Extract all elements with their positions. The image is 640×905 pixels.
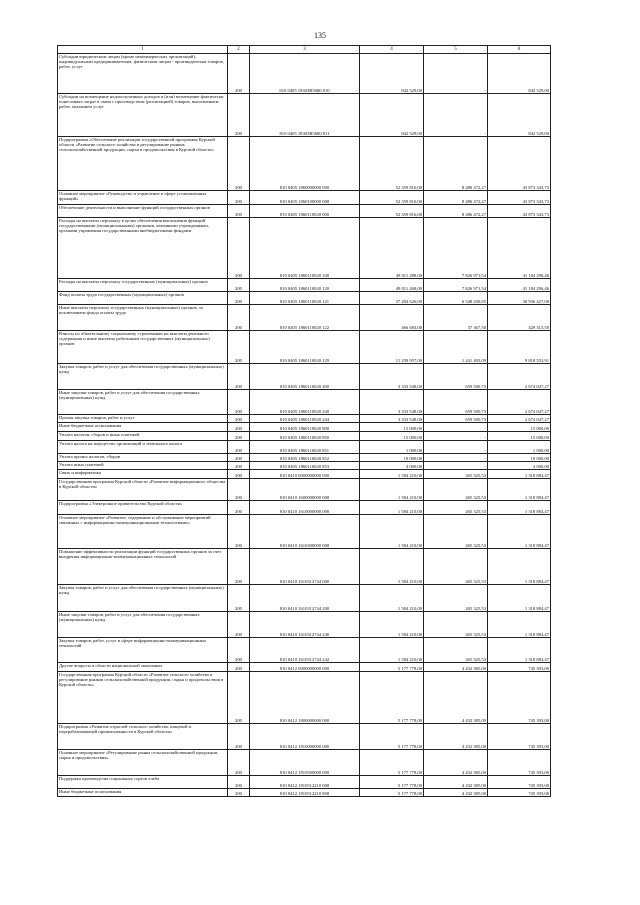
row-budget-code: 810 0405 1860110020 851 xyxy=(250,441,360,454)
row-name: Иные закупки товаров, работ и услуг для обеспечения государственных (муниципальных) нужд xyxy=(58,612,228,638)
row-code: 200 xyxy=(228,415,250,423)
row-unexecuted-amount: 41 184 296,46 xyxy=(488,279,551,292)
row-unexecuted-amount: 4 000,00 xyxy=(488,462,551,470)
table-row xyxy=(58,441,551,454)
row-executed-amount: 265 325,53 xyxy=(424,612,488,638)
row-code: 200 xyxy=(228,515,250,549)
row-approved-amount: 52 359 816,00 xyxy=(360,205,424,218)
row-executed-amount: 4 432 385,00 xyxy=(424,672,488,724)
row-code: 200 xyxy=(228,423,250,432)
row-executed-amount: 37 367,50 xyxy=(424,305,488,331)
row-code: 200 xyxy=(228,441,250,454)
row-executed-amount: 6 348 200,85 xyxy=(424,292,488,305)
table-row xyxy=(58,612,551,638)
row-unexecuted-amount: 2 674 047,27 xyxy=(488,364,551,390)
row-approved-amount: 52 359 816,00 xyxy=(360,137,424,191)
row-code: 200 xyxy=(228,672,250,724)
row-budget-code: 810 0412 1810500000 000 xyxy=(250,750,360,776)
row-code: 200 xyxy=(228,479,250,501)
row-name: Уплата прочих налогов, сборов xyxy=(58,454,228,462)
row-code: 200 xyxy=(228,191,250,205)
row-budget-code: 810 0412 1810000000 000 xyxy=(250,724,360,750)
table-row xyxy=(58,54,551,94)
table-header-row xyxy=(58,46,551,54)
row-name: Связь и информатика xyxy=(58,470,228,479)
row-name: Подпрограмма «Развитие отраслей сельского хозяйства, пищевой и перерабатывающей промышленности в Курской области» xyxy=(58,724,228,750)
row-unexecuted-amount: 1 318 884,47 xyxy=(488,515,551,549)
row-approved-amount: 15 000,00 xyxy=(360,423,424,432)
row-unexecuted-amount: 745 393,00 xyxy=(488,750,551,776)
row-unexecuted-amount: 15 000,00 xyxy=(488,432,551,441)
table-row xyxy=(58,672,551,724)
row-budget-code: 810 0405 1860110020 200 xyxy=(250,364,360,390)
row-budget-code: 810 0405 1860110020 129 xyxy=(250,331,360,364)
table-row xyxy=(58,218,551,279)
row-unexecuted-amount: 745 393,00 xyxy=(488,776,551,789)
row-budget-code: 810 0405 1860110020 853 xyxy=(250,462,360,470)
row-name: Уплата налога на имущество организаций и земельного налога xyxy=(58,441,228,454)
row-budget-code: 810 0405 1860000000 000 xyxy=(250,137,360,191)
table-row xyxy=(58,279,551,292)
row-name: Субсидии на возмещение недополученных доходов и (или) возмещение фактически понесенных затрат в связи с производством (реализацией) товаров, выполнением работ, оказанием услуг xyxy=(58,94,228,137)
row-name: Иные выплаты персоналу государственных (муниципальных) органов, за исключением фонда оплаты труда xyxy=(58,305,228,331)
row-code: 200 xyxy=(228,279,250,292)
row-budget-code: 810 0412 0000000000 000 xyxy=(250,663,360,672)
row-executed-amount: 265 325,53 xyxy=(424,585,488,612)
row-unexecuted-amount: 842 529,00 xyxy=(488,54,551,94)
row-unexecuted-amount: 43 873 343,73 xyxy=(488,191,551,205)
row-budget-code: 810 0405 1860110020 100 xyxy=(250,218,360,279)
row-code: 200 xyxy=(228,724,250,750)
row-approved-amount: 11 259 957,00 xyxy=(360,331,424,364)
page-number: 135 xyxy=(314,31,326,40)
table-body xyxy=(58,54,551,797)
row-budget-code: 810 0410 1610312744 242 xyxy=(250,638,360,663)
row-approved-amount: 49 011 268,00 xyxy=(360,279,424,292)
row-unexecuted-amount: 1 318 884,47 xyxy=(488,470,551,479)
column-header: 2 xyxy=(228,46,250,54)
row-name: Основное мероприятие «Развитие, содержание и обслуживание мероприятий связанных с информационно-коммуникационными технологиями» xyxy=(58,515,228,549)
column-header: 3 xyxy=(250,46,360,54)
row-executed-amount: 8 486 472,27 xyxy=(424,137,488,191)
row-executed-amount: 265 325,53 xyxy=(424,638,488,663)
row-name: Закупка товаров, работ и услуг для обеспечения государственных (муниципальных) нужд xyxy=(58,364,228,390)
row-code: 200 xyxy=(228,305,250,331)
row-unexecuted-amount: 9 818 553,91 xyxy=(488,331,551,364)
row-approved-amount: 49 011 288,00 xyxy=(360,218,424,279)
table-row xyxy=(58,515,551,549)
row-approved-amount: 5 177 778,00 xyxy=(360,776,424,789)
table-row xyxy=(58,549,551,585)
row-budget-code: 810 0410 1600000000 000 xyxy=(250,479,360,501)
row-name: Расходы на выплаты персоналу в целях обеспечения выполнения функций государственными (муниципальными) органами, казенными учреждениями, органами управления государственными внебюджетными фондами xyxy=(58,218,228,279)
row-approved-amount: 3 333 548,00 xyxy=(360,415,424,423)
row-code: 200 xyxy=(228,549,250,585)
row-name: Иные бюджетные ассигнования xyxy=(58,423,228,432)
row-executed-amount: 659 500,73 xyxy=(424,415,488,423)
row-approved-amount: 5 177 778,00 xyxy=(360,750,424,776)
row-code: 200 xyxy=(228,292,250,305)
row-executed-amount: 8 486 472,27 xyxy=(424,205,488,218)
row-approved-amount: 3 333 548,00 xyxy=(360,390,424,415)
row-executed-amount: - xyxy=(424,54,488,94)
table-row xyxy=(58,331,551,364)
row-approved-amount: 3 333 548,00 xyxy=(360,364,424,390)
row-code: 200 xyxy=(228,54,250,94)
row-budget-code: 810 0405 1860110020 852 xyxy=(250,454,360,462)
row-unexecuted-amount: 15 000,00 xyxy=(488,423,551,432)
table-row xyxy=(58,423,551,432)
row-budget-code: 810 0405 18303R5680 810 xyxy=(250,54,360,94)
table-row xyxy=(58,415,551,423)
row-code: 200 xyxy=(228,454,250,462)
row-unexecuted-amount: 43 873 343,73 xyxy=(488,205,551,218)
row-budget-code: 810 0405 1860110020 800 xyxy=(250,423,360,432)
row-approved-amount: 1 000,00 xyxy=(360,441,424,454)
row-name: Прочая закупка товаров, работ и услуг xyxy=(58,415,228,423)
row-executed-amount: - xyxy=(424,94,488,137)
row-code: 200 xyxy=(228,750,250,776)
row-unexecuted-amount: 1 000,00 xyxy=(488,441,551,454)
row-budget-code: 810 0410 1610312744 000 xyxy=(250,549,360,585)
row-budget-code: 810 0405 1860110020 120 xyxy=(250,279,360,292)
row-executed-amount: 659 500,73 xyxy=(424,390,488,415)
row-name: Обеспечение деятельности и выполнение функций государственных органов xyxy=(58,205,228,218)
row-budget-code: 810 0405 1860110020 122 xyxy=(250,305,360,331)
row-unexecuted-amount: 1 318 884,47 xyxy=(488,501,551,515)
table-row xyxy=(58,205,551,218)
row-name: Субсидии юридическим лицам (кроме некоммерческих организаций), индивидуальным предпринимателям, физическим лицам - производителям товаров, работ, услуг xyxy=(58,54,228,94)
row-executed-amount: 659 500,73 xyxy=(424,364,488,390)
row-code: 200 xyxy=(228,638,250,663)
row-budget-code: 810 0410 1610000000 000 xyxy=(250,501,360,515)
row-code: 200 xyxy=(228,218,250,279)
row-executed-amount: 265 325,53 xyxy=(424,515,488,549)
row-unexecuted-amount: 1 318 884,47 xyxy=(488,585,551,612)
row-unexecuted-amount: 2 674 047,27 xyxy=(488,415,551,423)
budget-table xyxy=(57,45,551,797)
row-code: 200 xyxy=(228,462,250,470)
row-name: Иные бюджетные ассигнования xyxy=(58,789,228,797)
row-code: 200 xyxy=(228,663,250,672)
table-row xyxy=(58,724,551,750)
table-row xyxy=(58,390,551,415)
row-executed-amount: - xyxy=(424,462,488,470)
row-approved-amount: 1 584 210,00 xyxy=(360,515,424,549)
row-approved-amount: 466 683,00 xyxy=(360,305,424,331)
table-row xyxy=(58,501,551,515)
row-code: 200 xyxy=(228,501,250,515)
row-approved-amount: 52 359 816,00 xyxy=(360,191,424,205)
table-row xyxy=(58,454,551,462)
row-unexecuted-amount: 745 393,00 xyxy=(488,672,551,724)
row-executed-amount: 265 325,53 xyxy=(424,549,488,585)
row-approved-amount: 10 000,00 xyxy=(360,454,424,462)
table-row xyxy=(58,663,551,672)
row-approved-amount: 5 177 778,00 xyxy=(360,724,424,750)
row-name: Взносы по обязательному социальному страхованию на выплаты денежного содержания и иные выплаты работникам государственных (муниципальных) органов xyxy=(58,331,228,364)
row-executed-amount: 265 325,53 xyxy=(424,470,488,479)
row-code: 200 xyxy=(228,390,250,415)
row-approved-amount: 5 177 778,00 xyxy=(360,789,424,797)
row-approved-amount: 1 584 210,00 xyxy=(360,638,424,663)
row-name: Подпрограмма «Электронное правительство Курской области» xyxy=(58,501,228,515)
row-approved-amount: 15 000,00 xyxy=(360,432,424,441)
row-name: Уплата иных платежей xyxy=(58,462,228,470)
row-budget-code: 810 0410 1610312744 200 xyxy=(250,585,360,612)
row-approved-amount: 1 584 210,00 xyxy=(360,585,424,612)
row-executed-amount: 1 441 403,09 xyxy=(424,331,488,364)
row-unexecuted-amount: 43 873 343,73 xyxy=(488,137,551,191)
row-approved-amount: 37 284 626,00 xyxy=(360,292,424,305)
row-code: 200 xyxy=(228,205,250,218)
row-executed-amount: 265 325,53 xyxy=(424,479,488,501)
table-row xyxy=(58,292,551,305)
table-row xyxy=(58,432,551,441)
table-row xyxy=(58,776,551,789)
row-executed-amount: - xyxy=(424,423,488,432)
row-budget-code: 810 0412 1810512210 800 xyxy=(250,789,360,797)
row-executed-amount: 7 826 971,54 xyxy=(424,279,488,292)
row-approved-amount: 842 529,00 xyxy=(360,94,424,137)
row-executed-amount: - xyxy=(424,432,488,441)
row-name: Закупка товаров, работ и услуг для обеспечения государственных (муниципальных) нужд xyxy=(58,585,228,612)
table-row xyxy=(58,364,551,390)
row-code: 200 xyxy=(228,137,250,191)
row-approved-amount: 1 584 210,00 xyxy=(360,470,424,479)
row-approved-amount: 1 584 210,00 xyxy=(360,501,424,515)
row-name: Основное мероприятие «Регулирование рынка сельскохозяйственной продукции, сырья и продовольствия» xyxy=(58,750,228,776)
table-row xyxy=(58,470,551,479)
row-executed-amount: - xyxy=(424,454,488,462)
row-executed-amount: 265 325,53 xyxy=(424,501,488,515)
row-unexecuted-amount: 10 000,00 xyxy=(488,454,551,462)
table-row xyxy=(58,789,551,797)
table-row xyxy=(58,750,551,776)
row-unexecuted-amount: 842 529,00 xyxy=(488,94,551,137)
row-approved-amount: 1 584 210,00 xyxy=(360,549,424,585)
row-code: 200 xyxy=(228,585,250,612)
row-approved-amount: 842 529,00 xyxy=(360,54,424,94)
row-budget-code: 810 0405 1860110020 850 xyxy=(250,432,360,441)
row-executed-amount: 8 486 472,27 xyxy=(424,191,488,205)
row-code: 200 xyxy=(228,470,250,479)
row-name: Закупка товаров, работ, услуг в сфере информационно-коммуникационных технологий xyxy=(58,638,228,663)
row-name: Уплата налогов, сборов и иных платежей xyxy=(58,432,228,441)
row-budget-code: 810 0405 1860110020 121 xyxy=(250,292,360,305)
row-budget-code: 810 0405 18303R5680 811 xyxy=(250,94,360,137)
table-row xyxy=(58,585,551,612)
row-unexecuted-amount: 745 393,00 xyxy=(488,663,551,672)
row-unexecuted-amount: 745 393,00 xyxy=(488,724,551,750)
row-name: Фонд оплаты труда государственных (муниципальных) органов xyxy=(58,292,228,305)
row-executed-amount: 4 432 385,00 xyxy=(424,789,488,797)
row-executed-amount: 7 826 971,54 xyxy=(424,218,488,279)
column-header: 1 xyxy=(58,46,228,54)
row-approved-amount: 1 584 210,00 xyxy=(360,612,424,638)
row-budget-code: 810 0412 1810512210 000 xyxy=(250,776,360,789)
row-name: Другие вопросы в области национальной экономики xyxy=(58,663,228,672)
table-row xyxy=(58,137,551,191)
row-budget-code: 810 0412 1800000000 000 xyxy=(250,672,360,724)
row-name: Государственная программа Курской области «Развитие сельского хозяйства и регулирование рынков сельскохозяйственной продукции, сырья и продовольствия в Курской области» xyxy=(58,672,228,724)
row-budget-code: 810 0405 1860110020 240 xyxy=(250,390,360,415)
row-unexecuted-amount: 429 315,50 xyxy=(488,305,551,331)
row-code: 200 xyxy=(228,432,250,441)
row-budget-code: 810 0410 1610300000 000 xyxy=(250,515,360,549)
table-row xyxy=(58,191,551,205)
row-unexecuted-amount: 41 184 296,46 xyxy=(488,218,551,279)
table-row xyxy=(58,94,551,137)
row-executed-amount: - xyxy=(424,441,488,454)
row-executed-amount: 4 432 385,00 xyxy=(424,724,488,750)
row-budget-code: 810 0405 1860100000 000 xyxy=(250,191,360,205)
row-name: Поддержка производства социальных сортов хлеба xyxy=(58,776,228,789)
row-name: Государственная программа Курской области «Развитие информационного общества в Курской области» xyxy=(58,479,228,501)
row-approved-amount: 5 177 778,00 xyxy=(360,672,424,724)
row-approved-amount: 4 000,00 xyxy=(360,462,424,470)
row-budget-code: 810 0410 1610312744 240 xyxy=(250,612,360,638)
row-unexecuted-amount: 1 318 884,47 xyxy=(488,612,551,638)
row-code: 200 xyxy=(228,364,250,390)
row-executed-amount: 4 432 385,00 xyxy=(424,750,488,776)
row-budget-code: 810 0410 0000000000 000 xyxy=(250,470,360,479)
row-budget-code: 810 0405 1860110020 000 xyxy=(250,205,360,218)
row-executed-amount: 4 432 385,00 xyxy=(424,776,488,789)
row-unexecuted-amount: 1 318 884,47 xyxy=(488,479,551,501)
row-code: 200 xyxy=(228,612,250,638)
table-row xyxy=(58,462,551,470)
row-code: 200 xyxy=(228,331,250,364)
row-unexecuted-amount: 745 393,00 xyxy=(488,789,551,797)
row-name: Повышение эффективности реализации функций государственных органов за счет внедрения информационно-коммуникационных технологий xyxy=(58,549,228,585)
table-row xyxy=(58,479,551,501)
table-row xyxy=(58,638,551,663)
row-executed-amount: 4 432 385,00 xyxy=(424,663,488,672)
row-name: Расходы на выплаты персоналу государственных (муниципальных) органов xyxy=(58,279,228,292)
row-code: 200 xyxy=(228,776,250,789)
row-code: 200 xyxy=(228,94,250,137)
row-unexecuted-amount: 1 318 884,47 xyxy=(488,638,551,663)
row-unexecuted-amount: 2 674 047,27 xyxy=(488,390,551,415)
row-name: Подпрограмма «Обеспечение реализации государственной программы Курской области «Развитие сельского хозяйства и регулирование рынков сельскохозяйственной продукции, сырья и продовольствия в Курской области» xyxy=(58,137,228,191)
row-unexecuted-amount: 1 318 884,47 xyxy=(488,549,551,585)
row-name: Основное мероприятие «Руководство и управление в сфере установленных функций» xyxy=(58,191,228,205)
row-unexecuted-amount: 30 936 427,08 xyxy=(488,292,551,305)
row-approved-amount: 5 177 778,00 xyxy=(360,663,424,672)
column-header: 6 xyxy=(488,46,551,54)
row-approved-amount: 1 584 210,00 xyxy=(360,479,424,501)
column-header: 4 xyxy=(360,46,424,54)
table-row xyxy=(58,305,551,331)
column-header: 5 xyxy=(424,46,488,54)
row-budget-code: 810 0405 1860110020 244 xyxy=(250,415,360,423)
row-code: 200 xyxy=(228,789,250,797)
row-name: Иные закупки товаров, работ и услуг для обеспечения государственных (муниципальных) нужд xyxy=(58,390,228,415)
